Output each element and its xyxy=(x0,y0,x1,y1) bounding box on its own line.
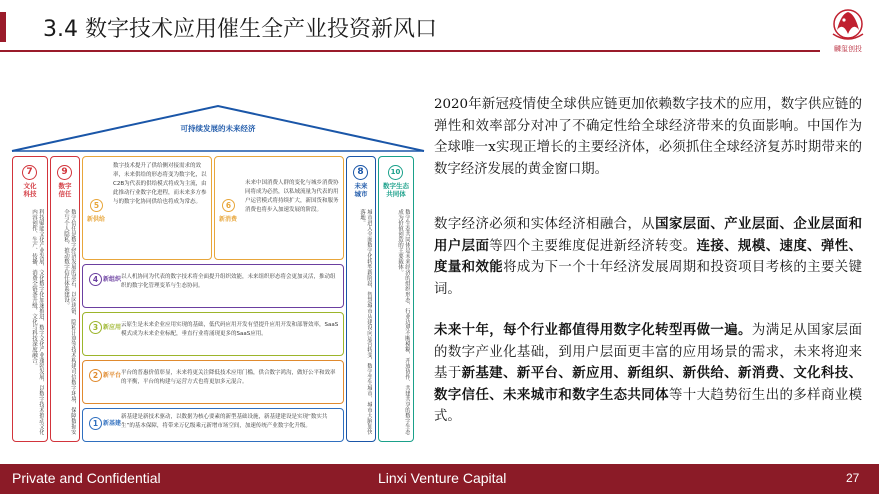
layer-number: 4 xyxy=(89,273,102,286)
box-new-consumption xyxy=(214,156,344,260)
layer-label: 新组织 xyxy=(103,276,122,283)
emphasis-text: 新基建、新平台、新应用、新组织、新供给、新消费、文化科技、数字信任、未来城市和数字生态共同体 xyxy=(434,365,862,403)
emphasis-text: 国家层面、产业层面、企业层面和用户层面 xyxy=(434,216,862,254)
footer-confidential: Private and Confidential xyxy=(12,470,161,486)
brand-logo-text: 麟玺创投 xyxy=(834,45,862,53)
body-text: 2020年新冠疫情使全球供应链更加依赖数字技术的应用，数字供应链的弹性和效率部分对冲了不确定性给全球经济带来的负面影响。中国作为全球唯一x实现正增长的主要经济体，必须抓住全球经济复苏时期带来的数字经济发展的黄金窗口期。 xyxy=(434,97,862,177)
box-number: 5 xyxy=(90,199,103,212)
layer-text: 云原生是未来企业应用实现的基础，低代码应用开发有望提升应用开发和部署效率，SaaS模式成为未来企业标配，垂直行业将涌现更多的SaaS应用。 xyxy=(121,322,339,337)
body-text: 将成为下一个十年经济发展周期和投资项目考核的主要关键词。 xyxy=(434,260,863,297)
footer-company: Linxi Venture Capital xyxy=(378,470,507,486)
column-label: 文化 科技 xyxy=(23,182,37,198)
column-number: 7 xyxy=(22,165,37,180)
layer-new-application xyxy=(82,312,344,356)
layer-label: 新基建 xyxy=(103,420,122,427)
layer-number: 3 xyxy=(89,321,102,334)
paragraph-2 xyxy=(434,214,862,300)
box-new-supply xyxy=(82,156,212,260)
layer-number: 1 xyxy=(89,417,102,430)
column-label: 数字 信任 xyxy=(58,182,72,198)
body-text: 等四个主要维度促进新经济转变。 xyxy=(489,238,697,254)
future-economy-diagram xyxy=(0,0,430,464)
page-number: 27 xyxy=(846,471,860,485)
roof-title: 可持续发展的未来经济 xyxy=(180,124,256,133)
box-text: 未来中国消费人群的变化与城乡消费协同将成为必然，以私域流量为代表的用户运营模式将持续扩大，新国货和服务消费也将步入加速发展的阶段。 xyxy=(245,180,339,213)
column-culture-tech xyxy=(12,156,48,442)
paragraph-3 xyxy=(434,320,862,428)
column-text: 数字生态共同体是未来经济的组织形态，行业边界不断模糊，开放协作、共建共享的数字生态成为价值创造的主要载体。 xyxy=(397,209,410,435)
column-number: 8 xyxy=(353,165,368,180)
box-label: 新供给 xyxy=(86,216,105,223)
paragraph-1 xyxy=(434,94,862,180)
column-text: 数字信任是数字经济发展的基石，以区块链、隐私计算等技术构建可信数字环境，保障数据安全与个人隐私，推动数字信任体系建设。 xyxy=(63,209,76,435)
column-digital-ecosystem xyxy=(378,156,414,442)
layer-new-organization xyxy=(82,264,344,308)
layer-text: 平台的普惠价值彰显，未来将更关注降低技术应用门槛，供合数字鸿沟，做好公平和效率的平衡，平台的构建与运营方式也将更加多元混合。 xyxy=(121,370,336,385)
page-title: 3.4 数字技术应用催生全产业投资新风口 xyxy=(43,17,437,42)
column-label: 数字生态 共同体 xyxy=(383,182,409,198)
column-label: 未来 城市 xyxy=(354,182,368,198)
body-text: 等十大趋势衍生出的多样商业模式。 xyxy=(434,387,863,424)
layer-label: 新平台 xyxy=(103,372,122,379)
column-number: 9 xyxy=(57,165,72,180)
box-label: 新消费 xyxy=(218,216,237,223)
column-number: 10 xyxy=(388,165,403,180)
column-text: 城市进入全面数字化转型新阶段，智慧城市从建设向运营转变，数字孪生城市、城市大脑加快落地。 xyxy=(359,209,372,435)
emphasis-text: 未来十年，每个行业都值得用数字化转型再做一遍。 xyxy=(434,322,752,338)
box-text: 数字技术提升了供给侧对接需求的效率，未来供给的形态将变为数字化，以C2B为代表的供给模式将成为主流，由此推动行业数字化进程，而未来多方参与的数字化协同供给也将成为常态。 xyxy=(113,163,207,205)
column-future-city xyxy=(346,156,376,442)
layer-new-infrastructure xyxy=(82,408,344,442)
column-text: 科技赋能文化产业发展，文化数字化加速推进，数字文化产业蓬勃发展，以数字技术推动文化内容创作、生产、传播、消费全链条升级，文化与科技深度融合。 xyxy=(31,209,44,435)
layer-new-platform xyxy=(82,360,344,404)
layer-label: 新应用 xyxy=(103,324,122,331)
body-text: 为满足从国家层面的数字产业化基础，到用户层面更丰富的应用场景的需求，未来将迎来基于 xyxy=(434,323,863,381)
emphasis-text: 连接、规模、速度、弹性、度量和效能 xyxy=(434,237,863,275)
column-digital-trust xyxy=(50,156,80,442)
layer-text: 新基建是新技术驱动，以数据为核心要素的新型基础设施，新基建建设是实现“数实共生”的基本保障，将带来万亿级乘元新增市场空间，加速传统产业数字化升级。 xyxy=(121,414,328,429)
layer-text: 以人机协同为代表的数字技术将全面提升组织效能，未来组织形态将会更加灵活，推动组织的数字化管理变革与生态协同。 xyxy=(121,274,336,289)
layer-number: 2 xyxy=(89,369,102,382)
body-text: 数字经济必须和实体经济相融合，从 xyxy=(434,217,656,232)
box-number: 6 xyxy=(222,199,235,212)
